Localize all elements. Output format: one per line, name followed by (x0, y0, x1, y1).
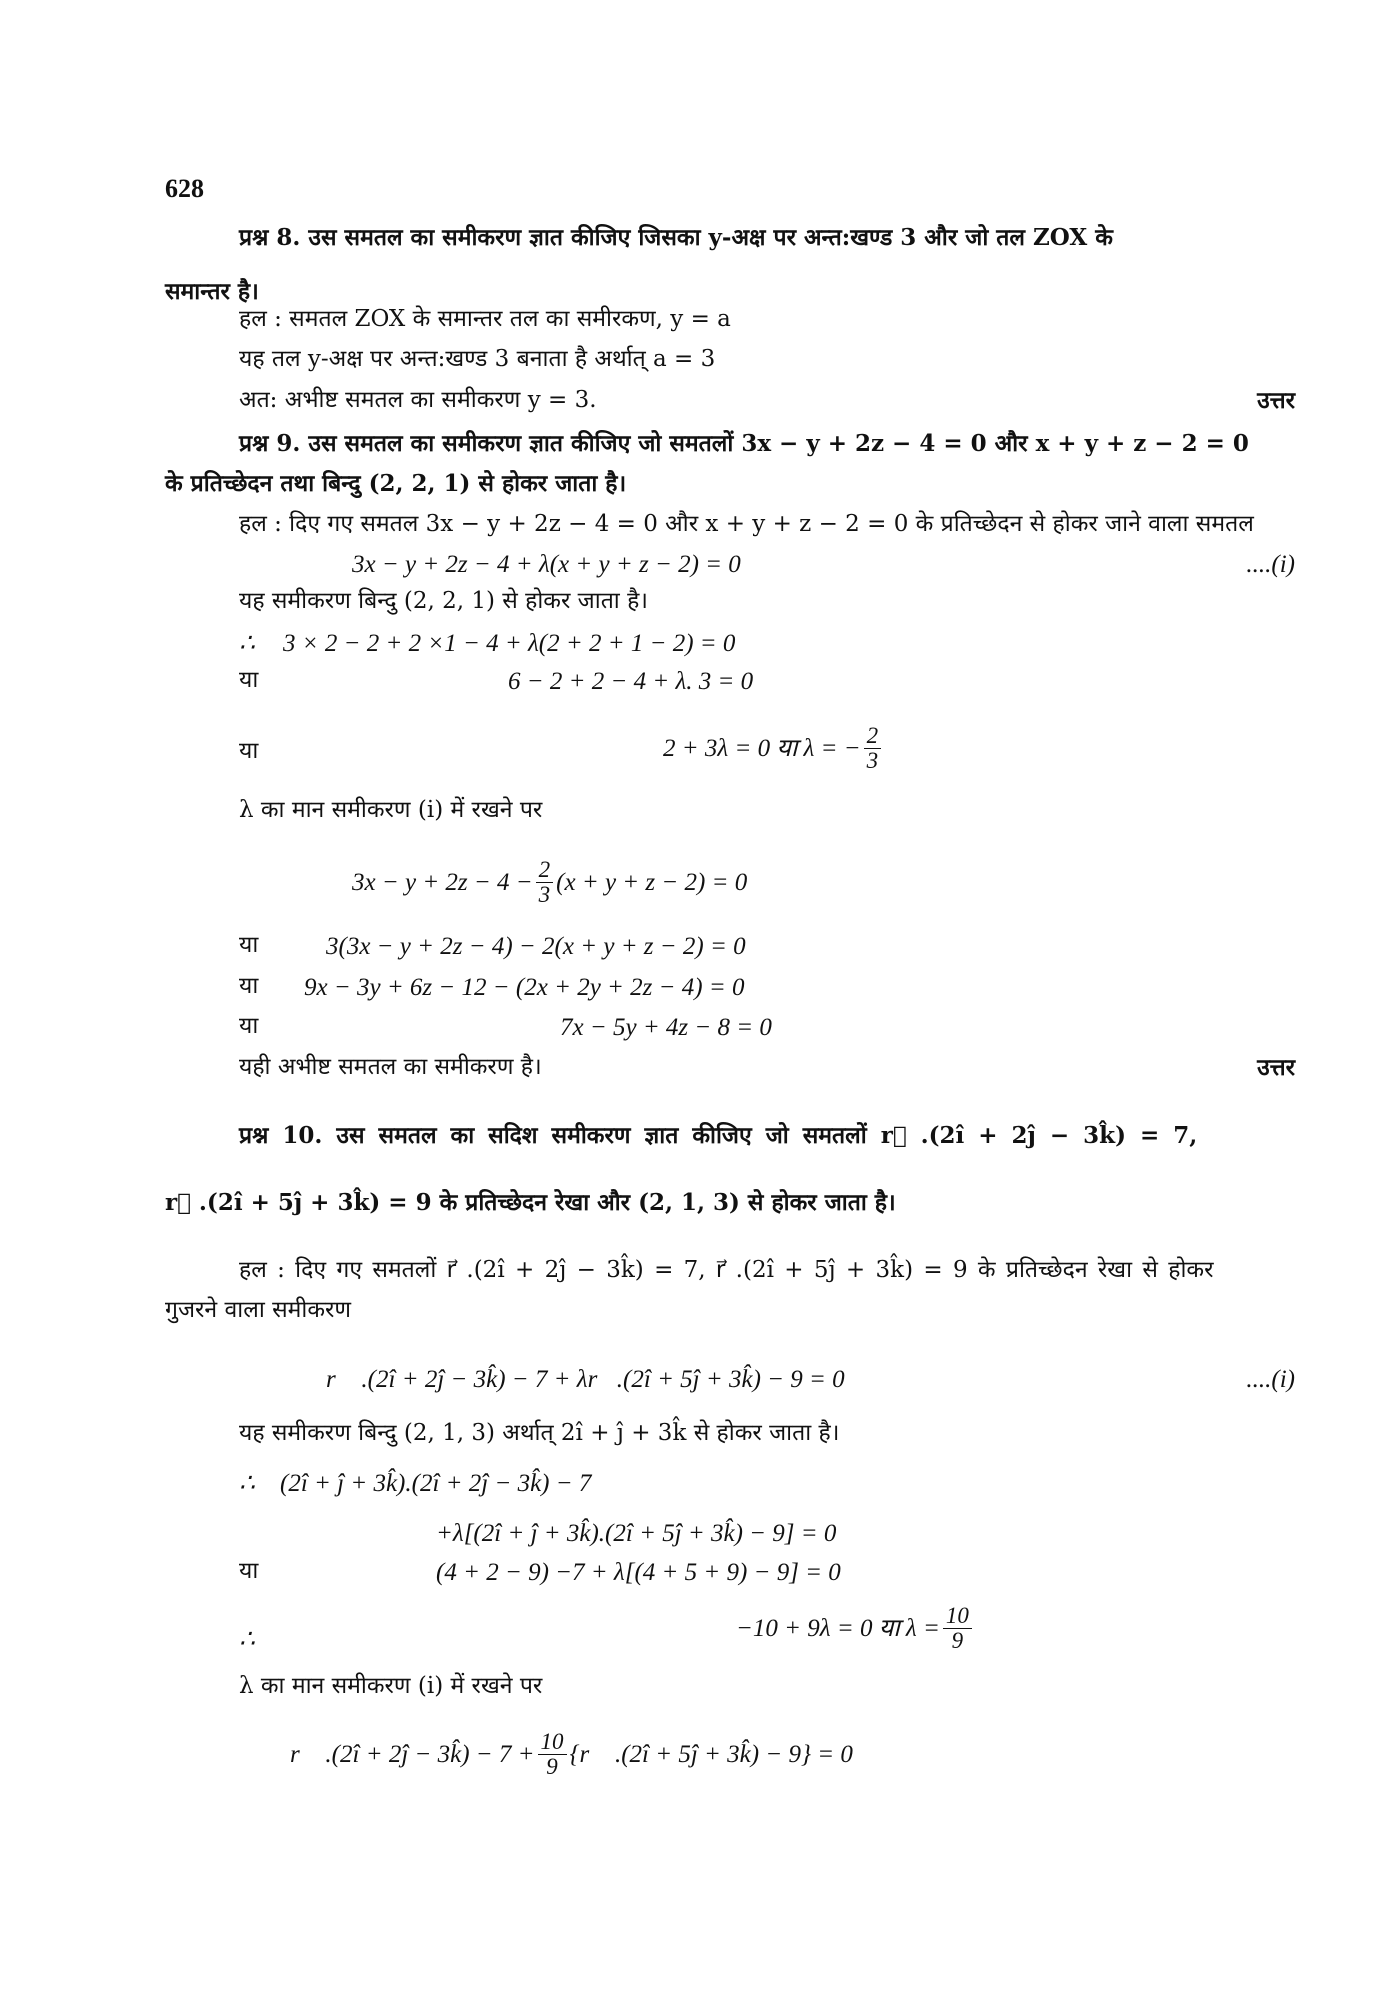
equation: (2î + ĵ + 3k̂).(2î + 2ĵ − 3k̂) − 7 (280, 1470, 592, 1497)
page-number: 628 (165, 174, 204, 203)
therefore-symbol: ∴ (239, 630, 255, 657)
q9-solution-line: यह समीकरण बिन्दु (2, 2, 1) से होकर जाता है। (239, 588, 648, 614)
numerator: 2 (536, 858, 554, 883)
equation (736, 1604, 975, 1653)
fraction (943, 1604, 972, 1653)
equation: 9x − 3y + 6z − 12 − (2x + 2y + 2z − 4) = 0 (304, 974, 745, 1001)
question-9-text-cont: के प्रतिच्छेदन तथा बिन्दु (2, 2, 1) से होकर जाता है। (165, 470, 627, 497)
q8-solution-line: हल : समतल ZOX के समान्तर तल का समीरकण, y = a (239, 306, 731, 332)
numerator: 2 (864, 724, 882, 749)
equation: 7x − 5y + 4z − 8 = 0 (560, 1014, 772, 1041)
question-9-text: प्रश्न 9. उस समतल का समीकरण ज्ञात कीजिए जो समतलों 3x − y + 2z − 4 = 0 और x + y + z − 2 = 0 (239, 430, 1249, 457)
fraction (536, 858, 554, 907)
ya-label: या (239, 1013, 259, 1039)
equation: 6 − 2 + 2 − 4 + λ. 3 = 0 (508, 668, 754, 695)
therefore-symbol: ∴ (239, 1470, 255, 1497)
equation-text: r⃗ .(2î + 2ĵ − 3k̂) − 7 + (290, 1741, 535, 1769)
equation-text: 2 + 3λ = 0 या λ = − (663, 735, 861, 763)
equation: r⃗ .(2î + 2ĵ − 3k̂) − 7 + λr⃗.(2î + 5ĵ + 3k̂) − 9 = 0 (326, 1366, 845, 1393)
answer-label: उत्तर (1257, 1054, 1295, 1081)
question-8-text-cont: समान्तर है। (165, 278, 259, 305)
question-8-text: प्रश्न 8. उस समतल का समीकरण ज्ञात कीजिए जिसका y-अक्ष पर अन्त:खण्ड 3 और जो तल ZOX के (239, 224, 1113, 251)
q10-solution-line: गुजरने वाला समीकरण (165, 1297, 352, 1323)
equation-tag: ....(i) (1246, 551, 1295, 578)
equation: 3(3x − y + 2z − 4) − 2(x + y + z − 2) = 0 (326, 933, 746, 960)
equation-text: −10 + 9λ = 0 या λ = (736, 1615, 940, 1643)
denominator: 9 (951, 1628, 964, 1654)
denominator: 3 (538, 882, 551, 908)
equation: 3x − y + 2z − 4 + λ(x + y + z − 2) = 0 (352, 551, 741, 578)
question-10-text-cont: r⃗ .(2î + 5ĵ + 3k̂) = 9 के प्रतिच्छेदन रेखा और (2, 1, 3) से होकर जाता है। (165, 1189, 896, 1216)
q9-solution-line: हल : दिए गए समतल 3x − y + 2z − 4 = 0 और x + y + z − 2 = 0 के प्रतिच्छेदन से होकर जाने वाला समतल (239, 511, 1254, 537)
q10-solution-line: हल : दिए गए समतलों r⃗ .(2î + 2ĵ − 3k̂) = 7, r⃗ .(2î + 5ĵ + 3k̂) = 9 के प्रतिच्छेदन रेखा से होकर (239, 1257, 1214, 1283)
numerator: 10 (943, 1604, 972, 1629)
equation: (4 + 2 − 9) −7 + λ[(4 + 5 + 9) − 9] = 0 (436, 1559, 841, 1586)
equation-text: (x + y + z − 2) = 0 (556, 869, 748, 897)
fraction (864, 724, 882, 773)
q8-solution-line: अत: अभीष्ट समतल का समीकरण y = 3. (239, 387, 597, 413)
denominator: 9 (546, 1754, 558, 1780)
fraction (538, 1730, 567, 1779)
answer-label: उत्तर (1257, 387, 1295, 414)
equation-text: {r⃗ .(2î + 5ĵ + 3k̂) − 9} = 0 (569, 1741, 853, 1769)
equation (663, 724, 884, 773)
equation: +λ[(2î + ĵ + 3k̂).(2î + 5ĵ + 3k̂) − 9] = 0 (436, 1520, 837, 1547)
equation (352, 858, 747, 907)
equation (290, 1730, 853, 1779)
ya-label: या (239, 738, 259, 764)
equation-tag: ....(i) (1246, 1366, 1295, 1393)
q9-solution-line: λ का मान समीकरण (i) में रखने पर (239, 797, 543, 823)
ya-label: या (239, 932, 259, 958)
question-10-text: प्रश्न 10. उस समतल का सदिश समीकरण ज्ञात कीजिए जो समतलों r⃗ .(2î + 2ĵ − 3k̂) = 7, (239, 1122, 1198, 1149)
denominator: 3 (866, 748, 879, 774)
q10-solution-line: यह समीकरण बिन्दु (2, 1, 3) अर्थात् 2î + ĵ + 3k̂ से होकर जाता है। (239, 1420, 840, 1446)
q8-solution-line: यह तल y-अक्ष पर अन्त:खण्ड 3 बनाता है अर्थात् a = 3 (239, 346, 716, 372)
equation-text: 3x − y + 2z − 4 − (352, 869, 533, 897)
ya-label: या (239, 1558, 259, 1584)
q10-solution-line: λ का मान समीकरण (i) में रखने पर (239, 1673, 543, 1699)
numerator: 10 (538, 1730, 567, 1755)
equation: 3 × 2 − 2 + 2 ×1 − 4 + λ(2 + 2 + 1 − 2) = 0 (283, 630, 736, 657)
q9-solution-line: यही अभीष्ट समतल का समीकरण है। (239, 1054, 542, 1080)
ya-label: या (239, 667, 259, 693)
ya-label: या (239, 973, 259, 999)
therefore-symbol: ∴ (239, 1626, 255, 1653)
